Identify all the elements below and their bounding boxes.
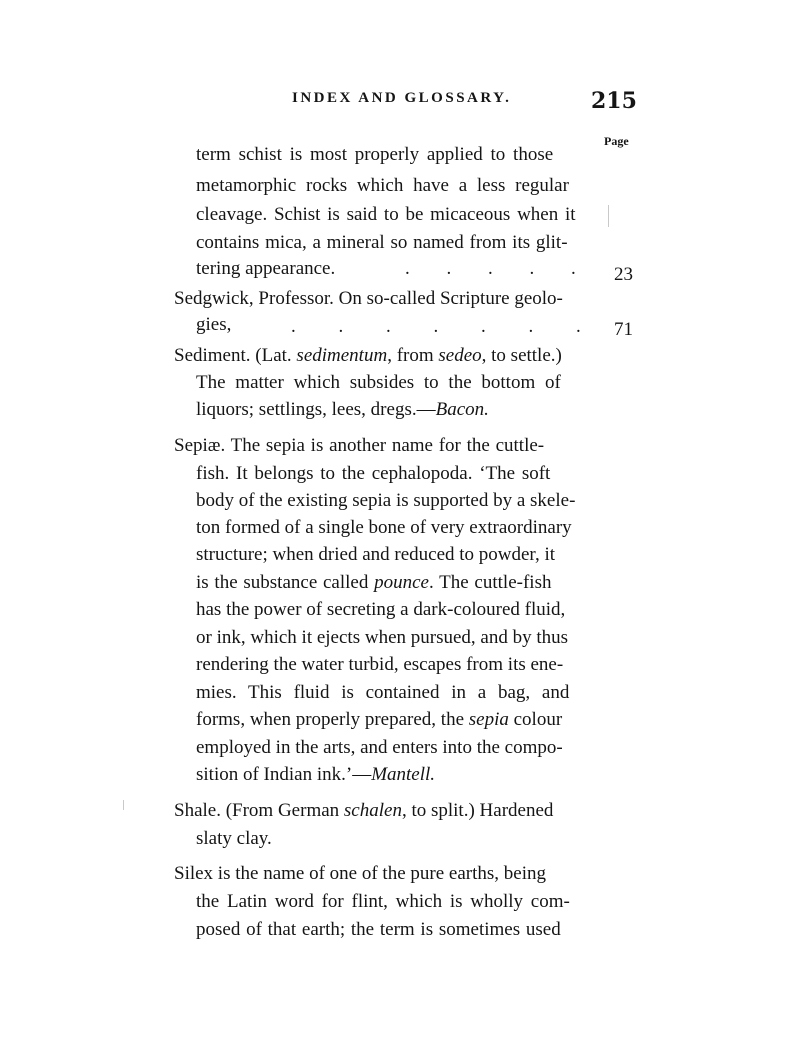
latin-term: sedimentum (296, 345, 388, 366)
entry-line: The matter which subsides to the bottom of (196, 372, 561, 393)
page-reference: 23 (614, 264, 633, 285)
entry-headline: Sepiæ. The sepia is another name for the cuttle- (174, 435, 545, 456)
entry-line: body of the existing sepia is supported by a skele- (196, 490, 576, 511)
entry-headline: Silex is the name of one of the pure earths, being (174, 863, 546, 884)
entry-line: gies, (196, 314, 232, 335)
italic-term: pounce (374, 572, 429, 593)
entry-line: structure; when dried and reduced to powder, it (196, 544, 556, 565)
entry-line: sition of Indian ink.’—Mantell. (196, 764, 436, 785)
italic-term: sepia (468, 709, 509, 730)
entry-line: contains mica, a mineral so named from its glit- (196, 232, 568, 253)
latin-term: sedeo (438, 345, 482, 366)
entry-line: liquors; settlings, lees, dregs.—Bacon. (196, 399, 489, 420)
scan-mark (123, 800, 124, 810)
page-column-label: Page (604, 134, 629, 148)
entry-line: is the substance called pounce. The cuttle-fish (196, 572, 552, 593)
entry-line: slaty clay. (196, 828, 272, 849)
entry-line: employed in the arts, and enters into the compo- (196, 737, 563, 758)
entry-line: posed of that earth; the term is sometimes used (196, 919, 561, 940)
entry-line: mies. This fluid is contained in a bag, and (196, 682, 570, 703)
entry-line: ton formed of a single bone of very extraordinary (196, 517, 572, 538)
italic-term: schalen (343, 800, 402, 821)
entry-line: cleavage. Schist is said to be micaceous when it (196, 204, 576, 225)
dot-leader: . . . . . (405, 258, 576, 279)
citation: Mantell. (371, 764, 436, 785)
page-number: 215 (591, 88, 637, 114)
entry-line: forms, when properly prepared, the sepia colour (196, 709, 563, 730)
entry-headline: Shale. (From German schalen, to split.) Hardened (174, 800, 554, 821)
running-title: INDEX AND GLOSSARY. (292, 90, 512, 106)
entry-headline: Sediment. (Lat. sedimentum, from sedeo, to settle.) (174, 345, 562, 366)
entry-headline: Sedgwick, Professor. On so-called Scripture geolo- (174, 288, 563, 309)
entry-line: the Latin word for flint, which is wholly com- (196, 891, 570, 912)
scan-mark (608, 205, 609, 227)
entry-line: or ink, which it ejects when pursued, and by thus (196, 627, 569, 648)
dot-leader: . . . . . . . (291, 316, 581, 337)
entry-line: has the power of secreting a dark-coloured fluid, (196, 599, 566, 620)
entry-line: fish. It belongs to the cephalopoda. ‘The soft (196, 463, 551, 484)
entry-line: rendering the water turbid, escapes from its ene- (196, 654, 564, 675)
entry-line: term schist is most properly applied to those (196, 144, 554, 165)
citation: Bacon. (435, 399, 489, 420)
entry-line: tering appearance. (196, 258, 336, 279)
entry-line: metamorphic rocks which have a less regular (196, 175, 569, 196)
page-reference: 71 (614, 319, 633, 340)
